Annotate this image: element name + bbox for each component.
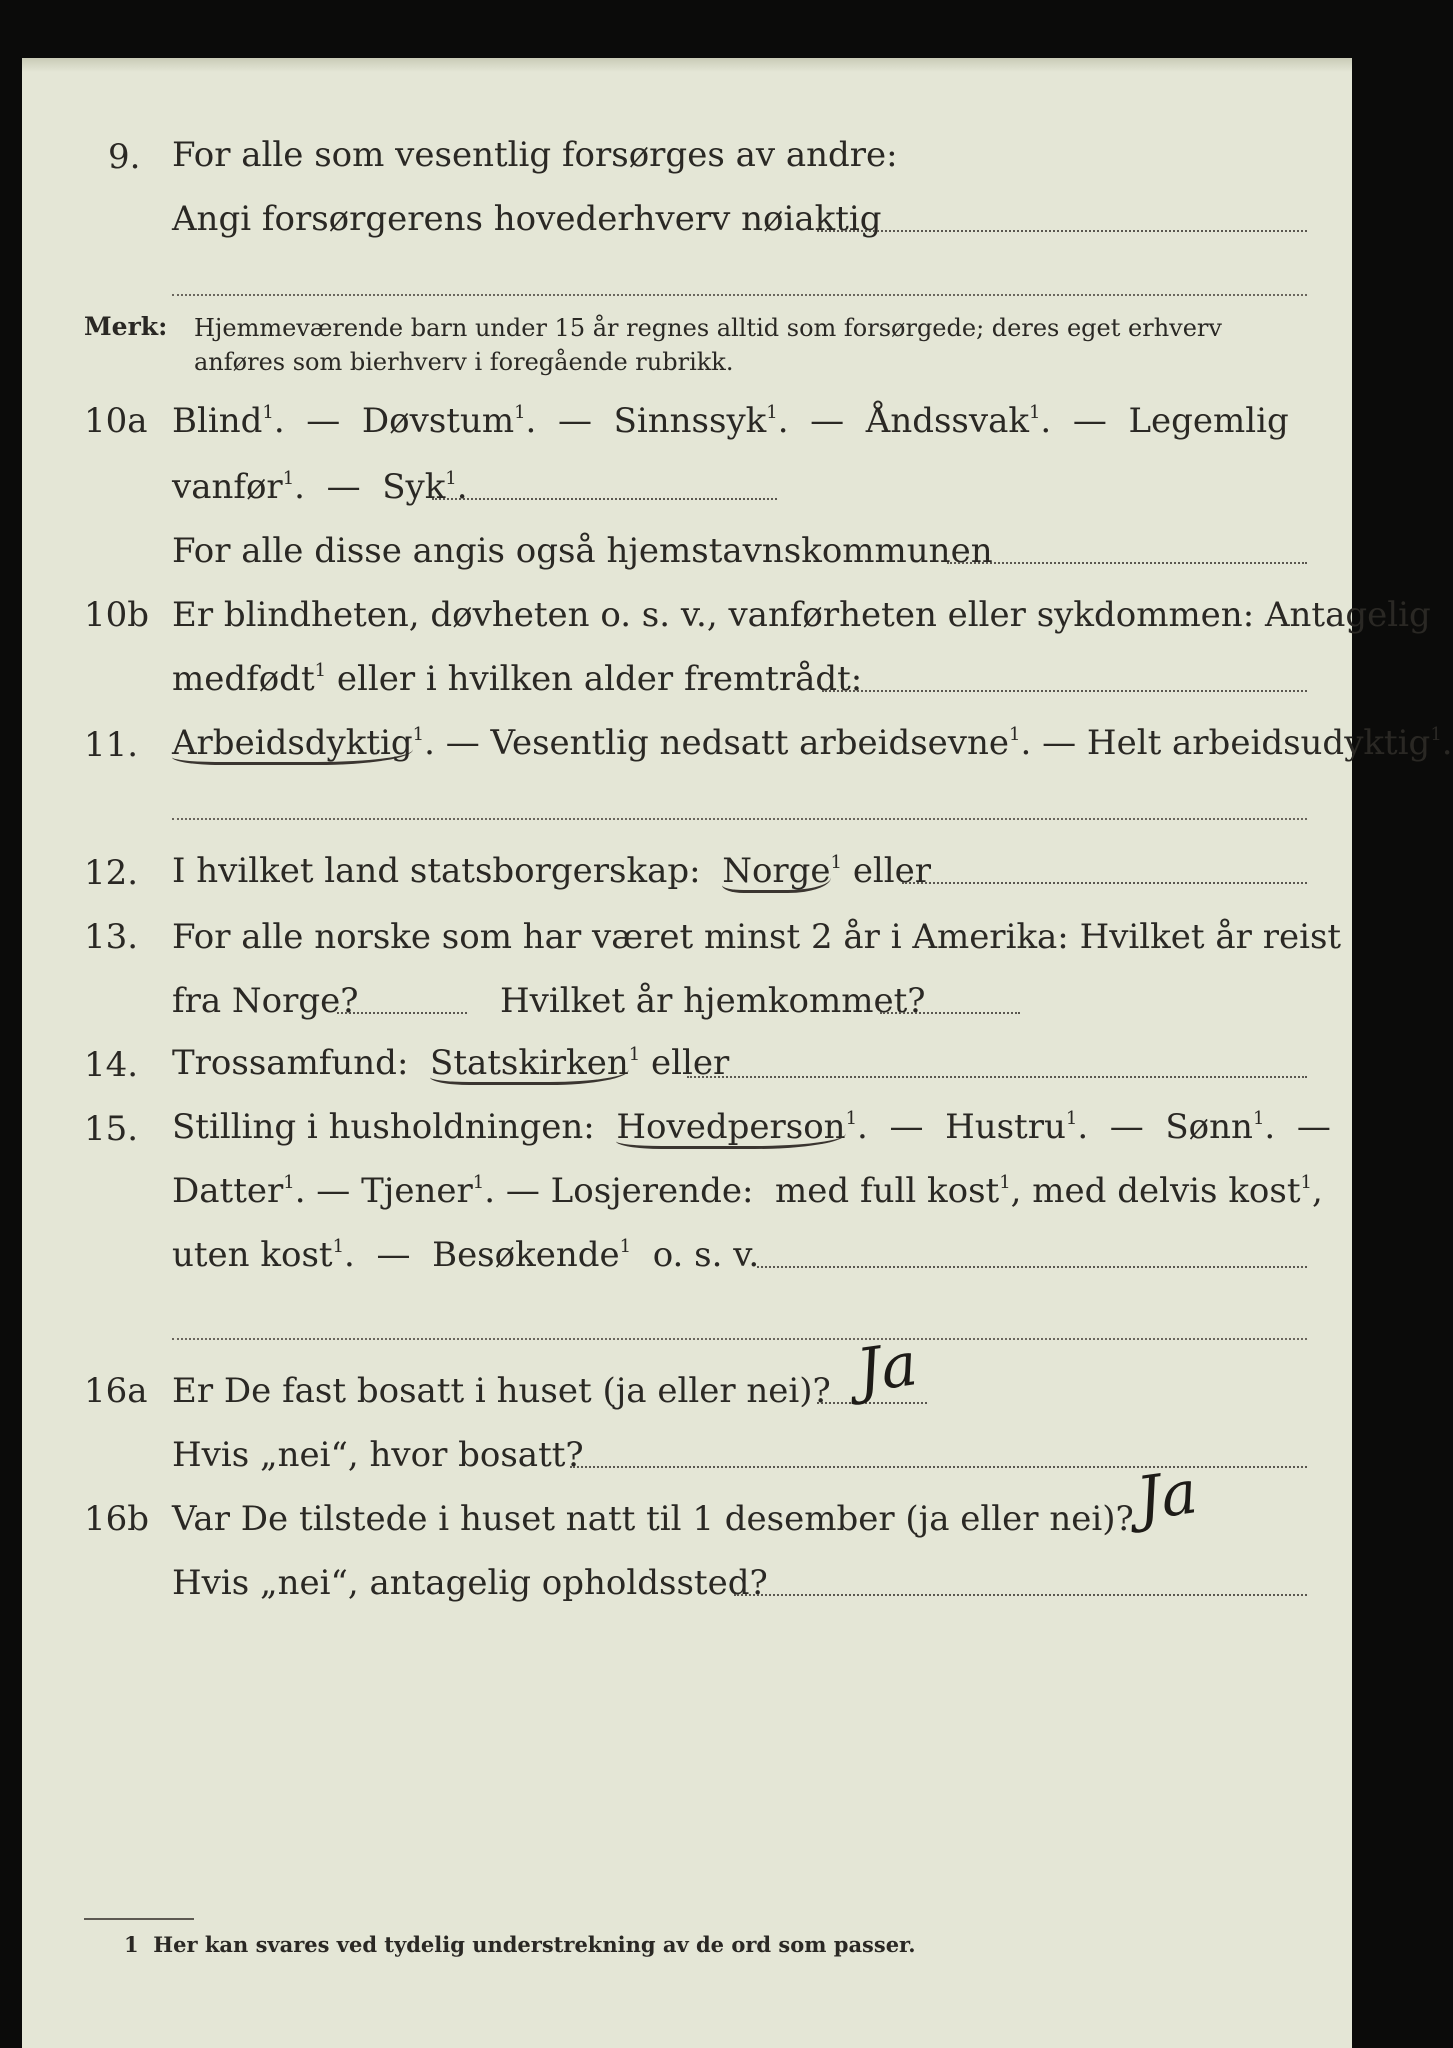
q15-number: 15. (84, 1109, 139, 1149)
q10b-number: 10b (84, 595, 150, 635)
q16a-bosatt-answer-line[interactable] (570, 1466, 1307, 1468)
q15-answer-line[interactable] (757, 1266, 1307, 1268)
q15-line3: uten kost$^1$. — Besøkende$^1$ o. s. v. (172, 1235, 760, 1275)
q14-text: Trossamfund: (172, 1043, 409, 1083)
q15-osv: o. s. v. (652, 1235, 760, 1275)
q10a-option-blind[interactable]: Blind (172, 401, 263, 441)
q15-option-uten-kost[interactable]: uten kost (172, 1235, 333, 1275)
q15-losjerende: Losjerende: (550, 1171, 754, 1211)
q13-line2a: fra Norge? (172, 981, 359, 1021)
q15-option-datter[interactable]: Datter (172, 1171, 284, 1211)
merk-label: Merk: (84, 312, 168, 341)
q10b-line2-text: eller i hvilken alder fremtrådt: (336, 659, 863, 699)
q15-answer-line-2[interactable] (172, 1338, 1307, 1340)
q12-option-norge[interactable]: Norge (722, 851, 831, 891)
q13-line2b: Hvilket år hjemkommet? (500, 981, 926, 1021)
q15-option-besokende[interactable]: Besøkende (432, 1235, 620, 1275)
q10b-line2: medfødt$^1$ eller i hvilken alder fremtrådt: (172, 659, 863, 699)
q14-number: 14. (84, 1045, 139, 1085)
q15-text: Stilling i husholdningen: (172, 1107, 595, 1147)
page-top-edge (22, 58, 1352, 72)
q13-reist-answer-line[interactable] (337, 1012, 467, 1014)
q15-option-hustru[interactable]: Hustru (945, 1107, 1066, 1147)
q9-number: 9. (108, 137, 141, 177)
q10a-option-sinnssyk[interactable]: Sinnssyk (613, 401, 767, 441)
q16b-line2: Hvis „nei“, antagelig opholdssted? (172, 1563, 768, 1603)
q15-option-tjener[interactable]: Tjener (361, 1171, 473, 1211)
q10b-answer-line[interactable] (822, 690, 1307, 692)
q9-line2: Angi forsørgerens hovederhverv nøiaktig (172, 199, 882, 239)
q13-hjemkommet-answer-line[interactable] (880, 1012, 1020, 1014)
q10a-line3: For alle disse angis også hjemstavnskommunen (172, 531, 993, 571)
q11-line: Arbeidsdyktig$^1$. — Vesentlig nedsatt arbeidsevne$^1$. — Helt arbeidsudyktig$^1$. (172, 723, 1453, 763)
q15-option-full-kost[interactable]: med full kost (775, 1171, 1000, 1211)
q10a-line2: vanfør$^1$. — Syk$^1$. (172, 467, 468, 507)
q10a-option-legemlig[interactable]: Legemlig (1128, 401, 1289, 441)
q14-line: Trossamfund: Statskirken$^1$ eller (172, 1043, 730, 1083)
q15-line1: Stilling i husholdningen: Hovedperson$^1$. — Hustru$^1$. — Sønn$^1$. — (172, 1107, 1331, 1147)
q9-line1: For alle som vesentlig forsørges av andre: (172, 135, 898, 175)
q10a-option-dovstum[interactable]: Døvstum (361, 401, 515, 441)
q15-option-delvis-kost[interactable]: med delvis kost (1032, 1171, 1301, 1211)
q14-tail: eller (650, 1043, 730, 1083)
q12-text: I hvilket land statsborgerskap: (172, 851, 701, 891)
q16a-line1: Er De fast bosatt i huset (ja eller nei)? (172, 1371, 831, 1411)
q10a-option-andssvak[interactable]: Åndssvak (865, 401, 1029, 441)
q10b-option-medfodt[interactable]: medfødt (172, 659, 315, 699)
footnote-text: Her kan svares ved tydelig understrekning av de ord som passer. (153, 1932, 916, 1957)
q9-answer-line[interactable] (817, 230, 1307, 232)
footnote (124, 1934, 916, 1955)
q14-answer-line[interactable] (687, 1076, 1307, 1078)
q15-option-hovedperson[interactable]: Hovedperson (616, 1107, 846, 1147)
q11-option-udyktig[interactable]: Helt arbeidsudyktig (1086, 723, 1431, 763)
q15-line2: Datter$^1$. — Tjener$^1$. — Losjerende: med full kost$^1$, med delvis kost$^1$, (172, 1171, 1323, 1211)
footnote-rule (84, 1918, 194, 1920)
q16a-line2: Hvis „nei“, hvor bosatt? (172, 1435, 584, 1475)
q16b-number: 16b (84, 1499, 150, 1539)
q14-option-statskirken[interactable]: Statskirken (430, 1043, 629, 1083)
q16b-line1: Var De tilstede i huset natt til 1 desember (ja eller nei)? (172, 1499, 1134, 1539)
q11-number: 11. (84, 725, 139, 765)
q13-line1: For alle norske som har været minst 2 år i Amerika: Hvilket år reist (172, 917, 1342, 957)
q11-option-arbeidsdyktig[interactable]: Arbeidsdyktig (172, 723, 413, 763)
q10b-line1: Er blindheten, døvheten o. s. v., vanførheten eller sykdommen: Antagelig (172, 595, 1431, 635)
q11-answer-line[interactable] (172, 818, 1307, 820)
q16a-handwritten-answer: Ja (852, 1329, 922, 1407)
q11-option-nedsatt[interactable]: Vesentlig nedsatt arbeidsevne (490, 723, 1010, 763)
q13-number: 13. (84, 917, 139, 957)
footnote-mark: 1 (124, 1932, 139, 1957)
q12-answer-line[interactable] (902, 882, 1307, 884)
merk-line2: anføres som bierhverv i foregående rubrikk. (194, 348, 734, 376)
q16b-opholdssted-answer-line[interactable] (734, 1594, 1307, 1596)
q10a-option-vanfor[interactable]: vanfør (172, 467, 283, 507)
q16b-handwritten-answer: Ja (1132, 1457, 1202, 1535)
q10a-option-syk[interactable]: Syk (382, 467, 446, 507)
q10a-syk-answer-line[interactable] (432, 498, 777, 500)
q16a-number: 16a (84, 1371, 148, 1411)
q12-line: I hvilket land statsborgerskap: Norge$^1$ eller (172, 851, 932, 891)
census-form-page (22, 58, 1453, 2048)
q10a-line1: Blind$^1$. — Døvstum$^1$. — Sinnssyk$^1$. — Åndssvak$^1$. — Legemlig (172, 401, 1289, 441)
q10a-hjemstavn-answer-line[interactable] (947, 562, 1307, 564)
q12-number: 12. (84, 853, 139, 893)
merk-line1: Hjemmeværende barn under 15 år regnes alltid som forsørgede; deres eget erhverv (194, 314, 1222, 342)
q9-answer-line-2[interactable] (172, 294, 1307, 296)
q10a-number: 10a (84, 401, 148, 441)
q12-tail: eller (852, 851, 932, 891)
q15-option-sonn[interactable]: Sønn (1165, 1107, 1253, 1147)
